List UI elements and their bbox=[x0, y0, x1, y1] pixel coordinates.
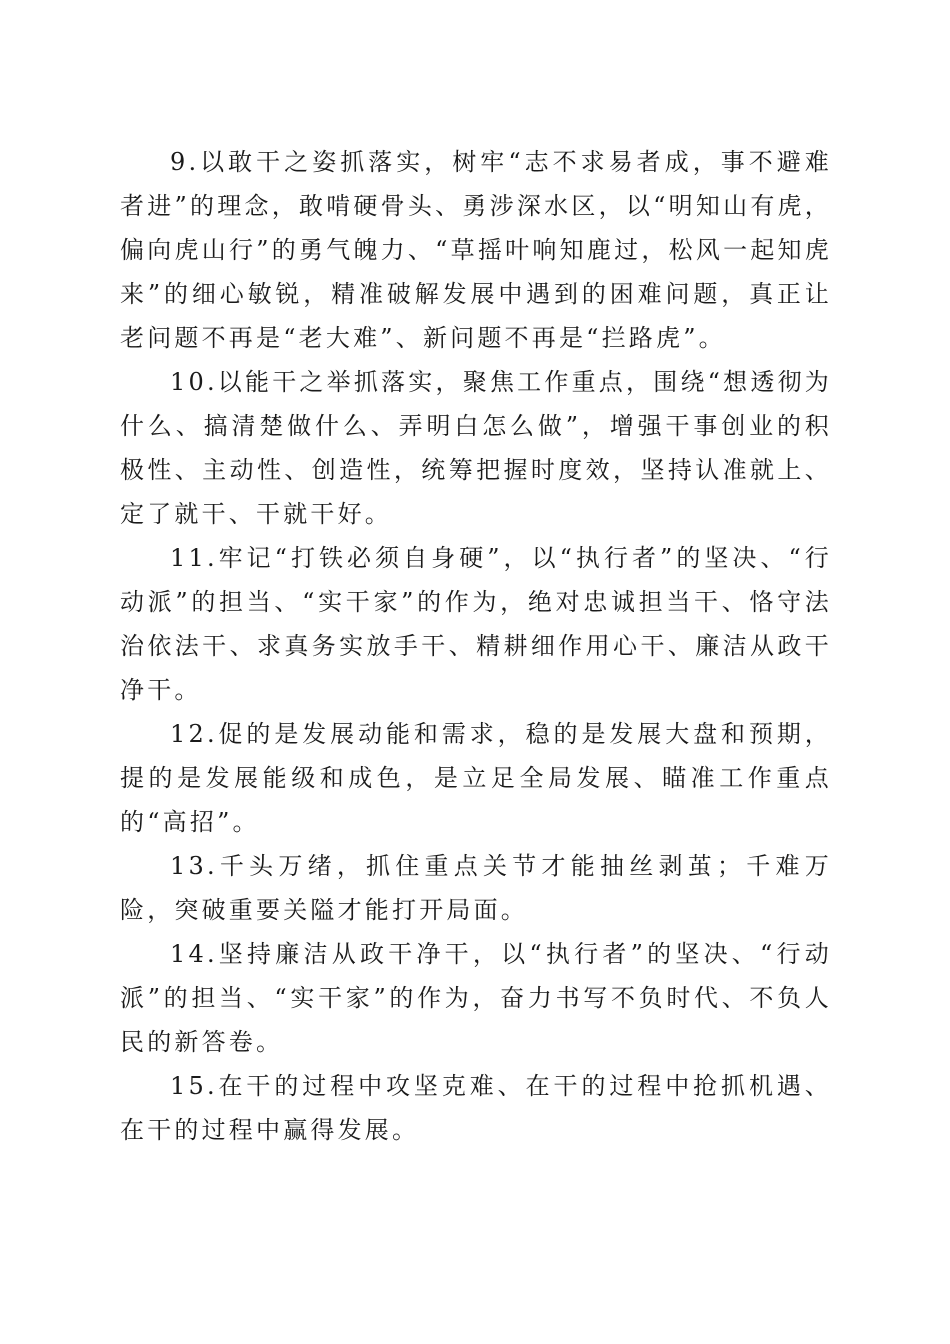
paragraph-15: 15.在干的过程中攻坚克难、在干的过程中抢抓机遇、在干的过程中赢得发展。 bbox=[120, 1072, 832, 1144]
document-body bbox=[120, 140, 832, 1152]
paragraph-13: 13.千头万绪，抓住重点关节才能抽丝剥茧；千难万险，突破重要关隘才能打开局面。 bbox=[120, 852, 832, 924]
paragraph-9: 9.以敢干之姿抓落实，树牢“志不求易者成，事不避难者进”的理念，敢啃硬骨头、勇涉深水区，以“明知山有虎，偏向虎山行”的勇气魄力、“草摇叶响知鹿过，松风一起知虎来”的细心敏锐，精准破解发展中遇到的困难问题，真正让老问题不再是“老大难”、新问题不再是“拦路虎”。 bbox=[120, 148, 832, 352]
paragraph-14: 14.坚持廉洁从政干净干，以“执行者”的坚决、“行动派”的担当、“实干家”的作为，奋力书写不负时代、不负人民的新答卷。 bbox=[120, 940, 832, 1056]
paragraph-12: 12.促的是发展动能和需求，稳的是发展大盘和预期，提的是发展能级和成色，是立足全局发展、瞄准工作重点的“高招”。 bbox=[120, 720, 832, 836]
paragraph-11: 11.牢记“打铁必须自身硬”，以“执行者”的坚决、“行动派”的担当、“实干家”的作为，绝对忠诚担当干、恪守法治依法干、求真务实放手干、精耕细作用心干、廉洁从政干净干。 bbox=[120, 544, 832, 704]
paragraph-10: 10.以能干之举抓落实，聚焦工作重点，围绕“想透彻为什么、搞清楚做什么、弄明白怎么做”，增强干事创业的积极性、主动性、创造性，统筹把握时度效，坚持认准就上、定了就干、干就干好。 bbox=[120, 368, 832, 528]
